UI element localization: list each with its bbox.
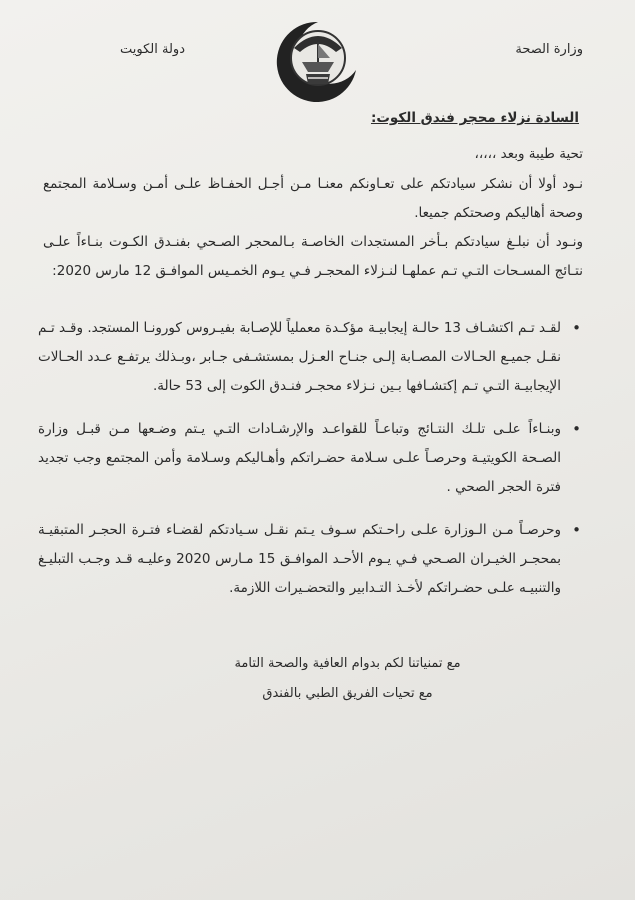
- letter-addressee: السادة نزلاء محجر فندق الكوت:: [370, 110, 579, 126]
- bullet-item: • لقـد تـم اكتشـاف 13 حالـة إيجابيـة مؤكـدة معملياً للإصـابة بفيـروس كورونـا المستجد. وقـد تـم نقـل جميـع الحـالات المصـابة إلـى جنـاح العـزل بمستشـفى جـابر ،وبـذلك يرتفـع عـدد الحـالات الإيجابيـة التـي تـم إكتشـافها بـين نـزلاء محجـر فنـدق الكوت إلى 53 حالة.: [38, 314, 583, 401]
- ministry-label: وزارة الصحة: [515, 42, 583, 57]
- greeting-text: تحية طيبة وبعد ،،،،،: [474, 146, 583, 162]
- closing-signature: مع تحيات الفريق الطبي بالفندق: [262, 686, 433, 701]
- bullet-item: • وحرصـاً مـن الـوزارة علـى راحـتكم سـوف يـتم نقـل سـيادتكم لقضـاء فتـرة الحجـر المتبقيـة بمحجـر الخيـران الصـحي فـي يـوم الأحـد الموافـق 15 مـارس 2020 وعليـه قـد وجـب التبليـغ والتنبيـه علـى حضـراتكم لأخـذ التـدابير والتحضـيرات اللازمة.: [38, 516, 583, 603]
- kuwait-emblem-icon: [272, 18, 364, 102]
- bullet-list: [38, 314, 583, 617]
- bullet-item: • وبنـاءاً علـى تلـك النتـائج وتباعـاً للقواعـد والإرشـادات التـي يـتم وضـعها مـن قبـل وزارة الصـحة الكويتيـة وحرصـاً علـى سـلامة حضـراتكم وأهـاليكم وسـلامة وأمن المجتمع وجب تجديد فترة الحجر الصحي .: [38, 415, 583, 502]
- country-label: دولة الكويت: [120, 42, 185, 57]
- closing-wishes: مع تمنياتنا لكم بدوام العافية والصحة التامة: [234, 656, 461, 671]
- paragraph: نـود أولا أن نشكر سيادتكم على تعـاونكم معنـا مـن أجـل الحفـاظ علـى أمـن وسـلامة المجتمع وصحة أهاليكم وصحتكم جميعا.: [43, 176, 583, 221]
- paragraph: ونـود أن نبلـغ سيادتكم بـأخر المستجدات الخاصـة بـالمحجر الصـحي بفنـدق الكـوت بنـاءاً علـى نتـائج المسـحات التـي تـم عملهـا لنـزلاء المحجـر فـي يـوم الخمـيس الموافـق 12 مارس 2020:: [43, 234, 583, 279]
